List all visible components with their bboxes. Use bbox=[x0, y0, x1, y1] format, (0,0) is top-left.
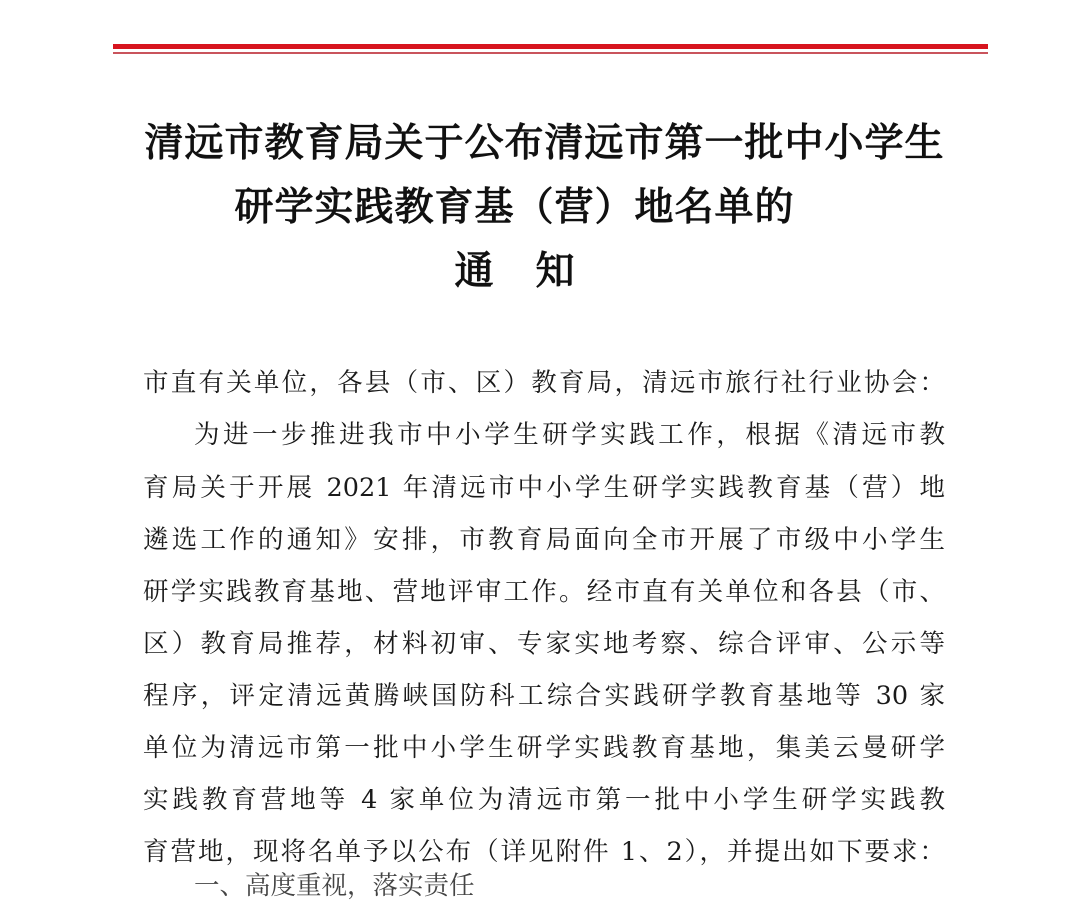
header-red-rule-thick bbox=[113, 44, 988, 49]
body-line: 程序，评定清远黄腾峡国防科工综合实践研学教育基地等 30 家 bbox=[143, 681, 945, 711]
title-char-zhi: 知 bbox=[535, 248, 575, 294]
salutation: 市直有关单位，各县（市、区）教育局，清远市旅行社行业协会： bbox=[143, 368, 945, 398]
body-line: 育营地，现将名单予以公布（详见附件 1、2），并提出如下要求： bbox=[143, 837, 945, 867]
document-title-line-1: 清远市教育局关于公布清远市第一批中小学生 bbox=[144, 120, 945, 166]
document-title-line-2: 研学实践教育基（营）地名单的 bbox=[234, 184, 795, 230]
cut-off-next-line: 一、高度重视，落实责任 bbox=[194, 871, 475, 901]
body-line: 区）教育局推荐，材料初审、专家实地考察、综合评审、公示等 bbox=[143, 629, 945, 659]
body-line: 育局关于开展 2021 年清远市中小学生研学实践教育基（营）地 bbox=[143, 473, 945, 503]
body-line: 实践教育营地等 4 家单位为清远市第一批中小学生研学实践教 bbox=[143, 785, 945, 815]
document-title-line-3 bbox=[0, 240, 1045, 296]
body-line: 为进一步推进我市中小学生研学实践工作，根据《清远市教 bbox=[194, 420, 945, 450]
body-line: 单位为清远市第一批中小学生研学实践教育基地，集美云曼研学 bbox=[143, 733, 945, 763]
body-line: 遴选工作的通知》安排，市教育局面向全市开展了市级中小学生 bbox=[143, 525, 945, 555]
header-red-rule-thin bbox=[113, 52, 988, 54]
body-line: 研学实践教育基地、营地评审工作。经市直有关单位和各县（市、 bbox=[143, 577, 945, 607]
title-char-tong: 通 bbox=[454, 248, 494, 294]
